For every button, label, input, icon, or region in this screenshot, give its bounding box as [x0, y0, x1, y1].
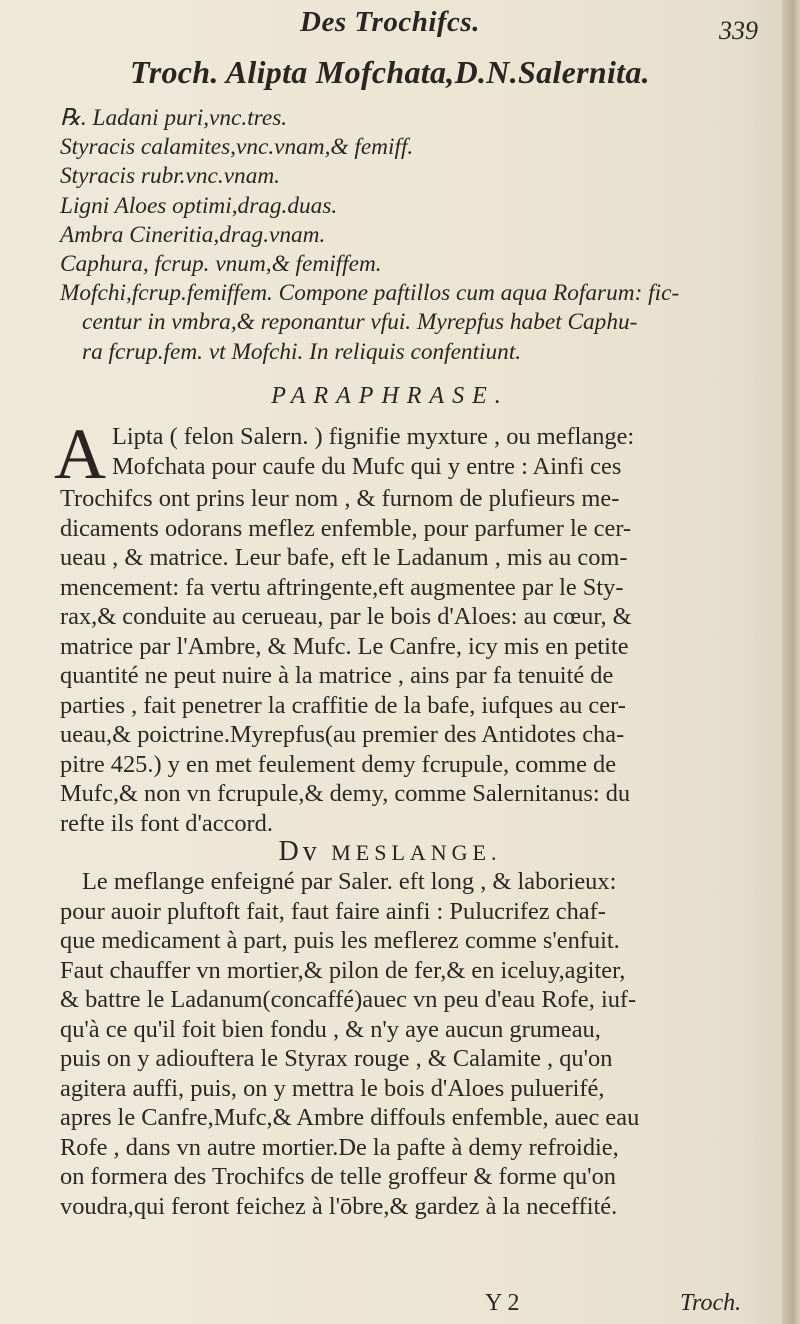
recipe-line: centur in vmbra,& reponantur vfui. Myrepfus habet Caphu-: [82, 309, 638, 336]
meslange-text: [60, 867, 768, 1222]
page-gutter: [782, 0, 800, 1324]
text-line: ueau,& poictrine.Myrepfus(au premier des Antidotes cha-: [60, 721, 625, 749]
text-line: rax,& conduite au cerueau, par le bois d'Aloes: au cœur, &: [60, 603, 632, 631]
text-line: voudra,qui feront feichez à l'ōbre,& gardez à la neceffité.: [60, 1193, 618, 1221]
text-line: Trochifcs ont prins leur nom , & furnom de plufieurs me-: [60, 485, 620, 512]
running-title: Des Trochifcs.: [300, 6, 480, 38]
text-line: que medicament à part, puis les meflerez comme s'enfuit.: [60, 927, 620, 955]
meslange-heading-first: Dv: [278, 836, 321, 867]
text-line: agitera auffi, puis, on y mettra le bois d'Aloes puluerifé,: [60, 1074, 605, 1102]
text-line: pour auoir pluftoft fait, faut faire ainfi : Pulucrifez chaf-: [60, 897, 606, 925]
text-line: Mofchata pour caufe du Mufc qui y entre : Ainfi ces: [112, 452, 622, 480]
text-line: apres le Canfre,Mufc,& Ambre diffouls enfemble, auec eau: [60, 1104, 640, 1132]
recipe-line: Ambra Cineritia,drag.vnam.: [60, 221, 326, 248]
text-line: parties , fait penetrer la craffitie de la bafe, iufques au cer-: [60, 691, 626, 719]
paraphrase-heading: PARAPHRASE.: [271, 383, 509, 409]
text-line: Faut chauffer vn mortier,& pilon de fer,& en iceluy,agiter,: [60, 956, 626, 984]
meslange-heading-rest: MESLANGE.: [331, 840, 502, 865]
text-line: quantité ne peut nuire à la matrice , ains par fa tenuité de: [60, 662, 614, 690]
page-header: [0, 6, 780, 46]
text-line: Mufc,& non vn fcrupule,& demy, comme Salernitanus: du: [60, 780, 631, 808]
text-line: ueau , & matrice. Leur bafe, eft le Ladanum , mis au com-: [60, 544, 628, 572]
text-line: qu'à ce qu'il foit bien fondu , & n'y aye aucun grumeau,: [60, 1015, 601, 1043]
recipe-line: Styracis calamites,vnc.vnam,& femiff.: [60, 134, 414, 161]
recipe-block: [60, 104, 770, 367]
page-number: 339: [719, 16, 758, 45]
recipe-line: Ligni Aloes optimi,drag.duas.: [60, 192, 338, 219]
recipe-line: ra fcrup.fem. vt Mofchi. In reliquis confentiunt.: [82, 338, 522, 365]
catchword: Troch.: [680, 1290, 742, 1316]
recipe-title: Troch. Alipta Mofchata,D.N.Salernita.: [130, 54, 650, 90]
text-line: pitre 425.) y en met feulement demy fcrupule, comme de: [60, 750, 617, 778]
recipe-line: ℞. Ladani puri,vnc.tres.: [60, 105, 288, 131]
recipe-line: Styracis rubr.vnc.vnam.: [60, 163, 280, 190]
text-line: mencement: fa vertu aftringente,eft augmentee par le Sty-: [60, 573, 624, 601]
meslange-heading: [0, 836, 780, 868]
recipe-line: Caphura, fcrup. vnum,& femiffem.: [60, 251, 382, 278]
text-line: refte ils font d'accord.: [60, 810, 273, 838]
text-line: Le meflange enfeigné par Saler. eft long , & laborieux:: [82, 868, 617, 895]
text-line: on formera des Trochifcs de telle groffeur & forme qu'on: [60, 1163, 616, 1191]
text-line: dicaments odorans meflez enfemble, pour parfumer le cer-: [60, 514, 632, 542]
recipe-line: Mofchi,fcrup.femiffem. Compone paftillos cum aqua Rofarum: fic-: [60, 280, 680, 307]
text-line: & battre le Ladanum(concaffé)auec vn peu d'eau Rofe, iuf-: [60, 986, 637, 1014]
text-line: matrice par l'Ambre, & Mufc. Le Canfre, icy mis en petite: [60, 632, 629, 660]
text-line: Lipta ( felon Salern. ) fignifie myxture , ou meflange:: [112, 423, 635, 450]
signature-mark: Y 2: [485, 1290, 520, 1316]
drop-cap: A: [54, 414, 106, 494]
paraphrase-text: [54, 414, 768, 839]
text-line: Rofe , dans vn autre mortier.De la pafte à demy refroidie,: [60, 1133, 619, 1161]
text-line: puis on y adiouftera le Styrax rouge , & Calamite , qu'on: [60, 1045, 613, 1073]
